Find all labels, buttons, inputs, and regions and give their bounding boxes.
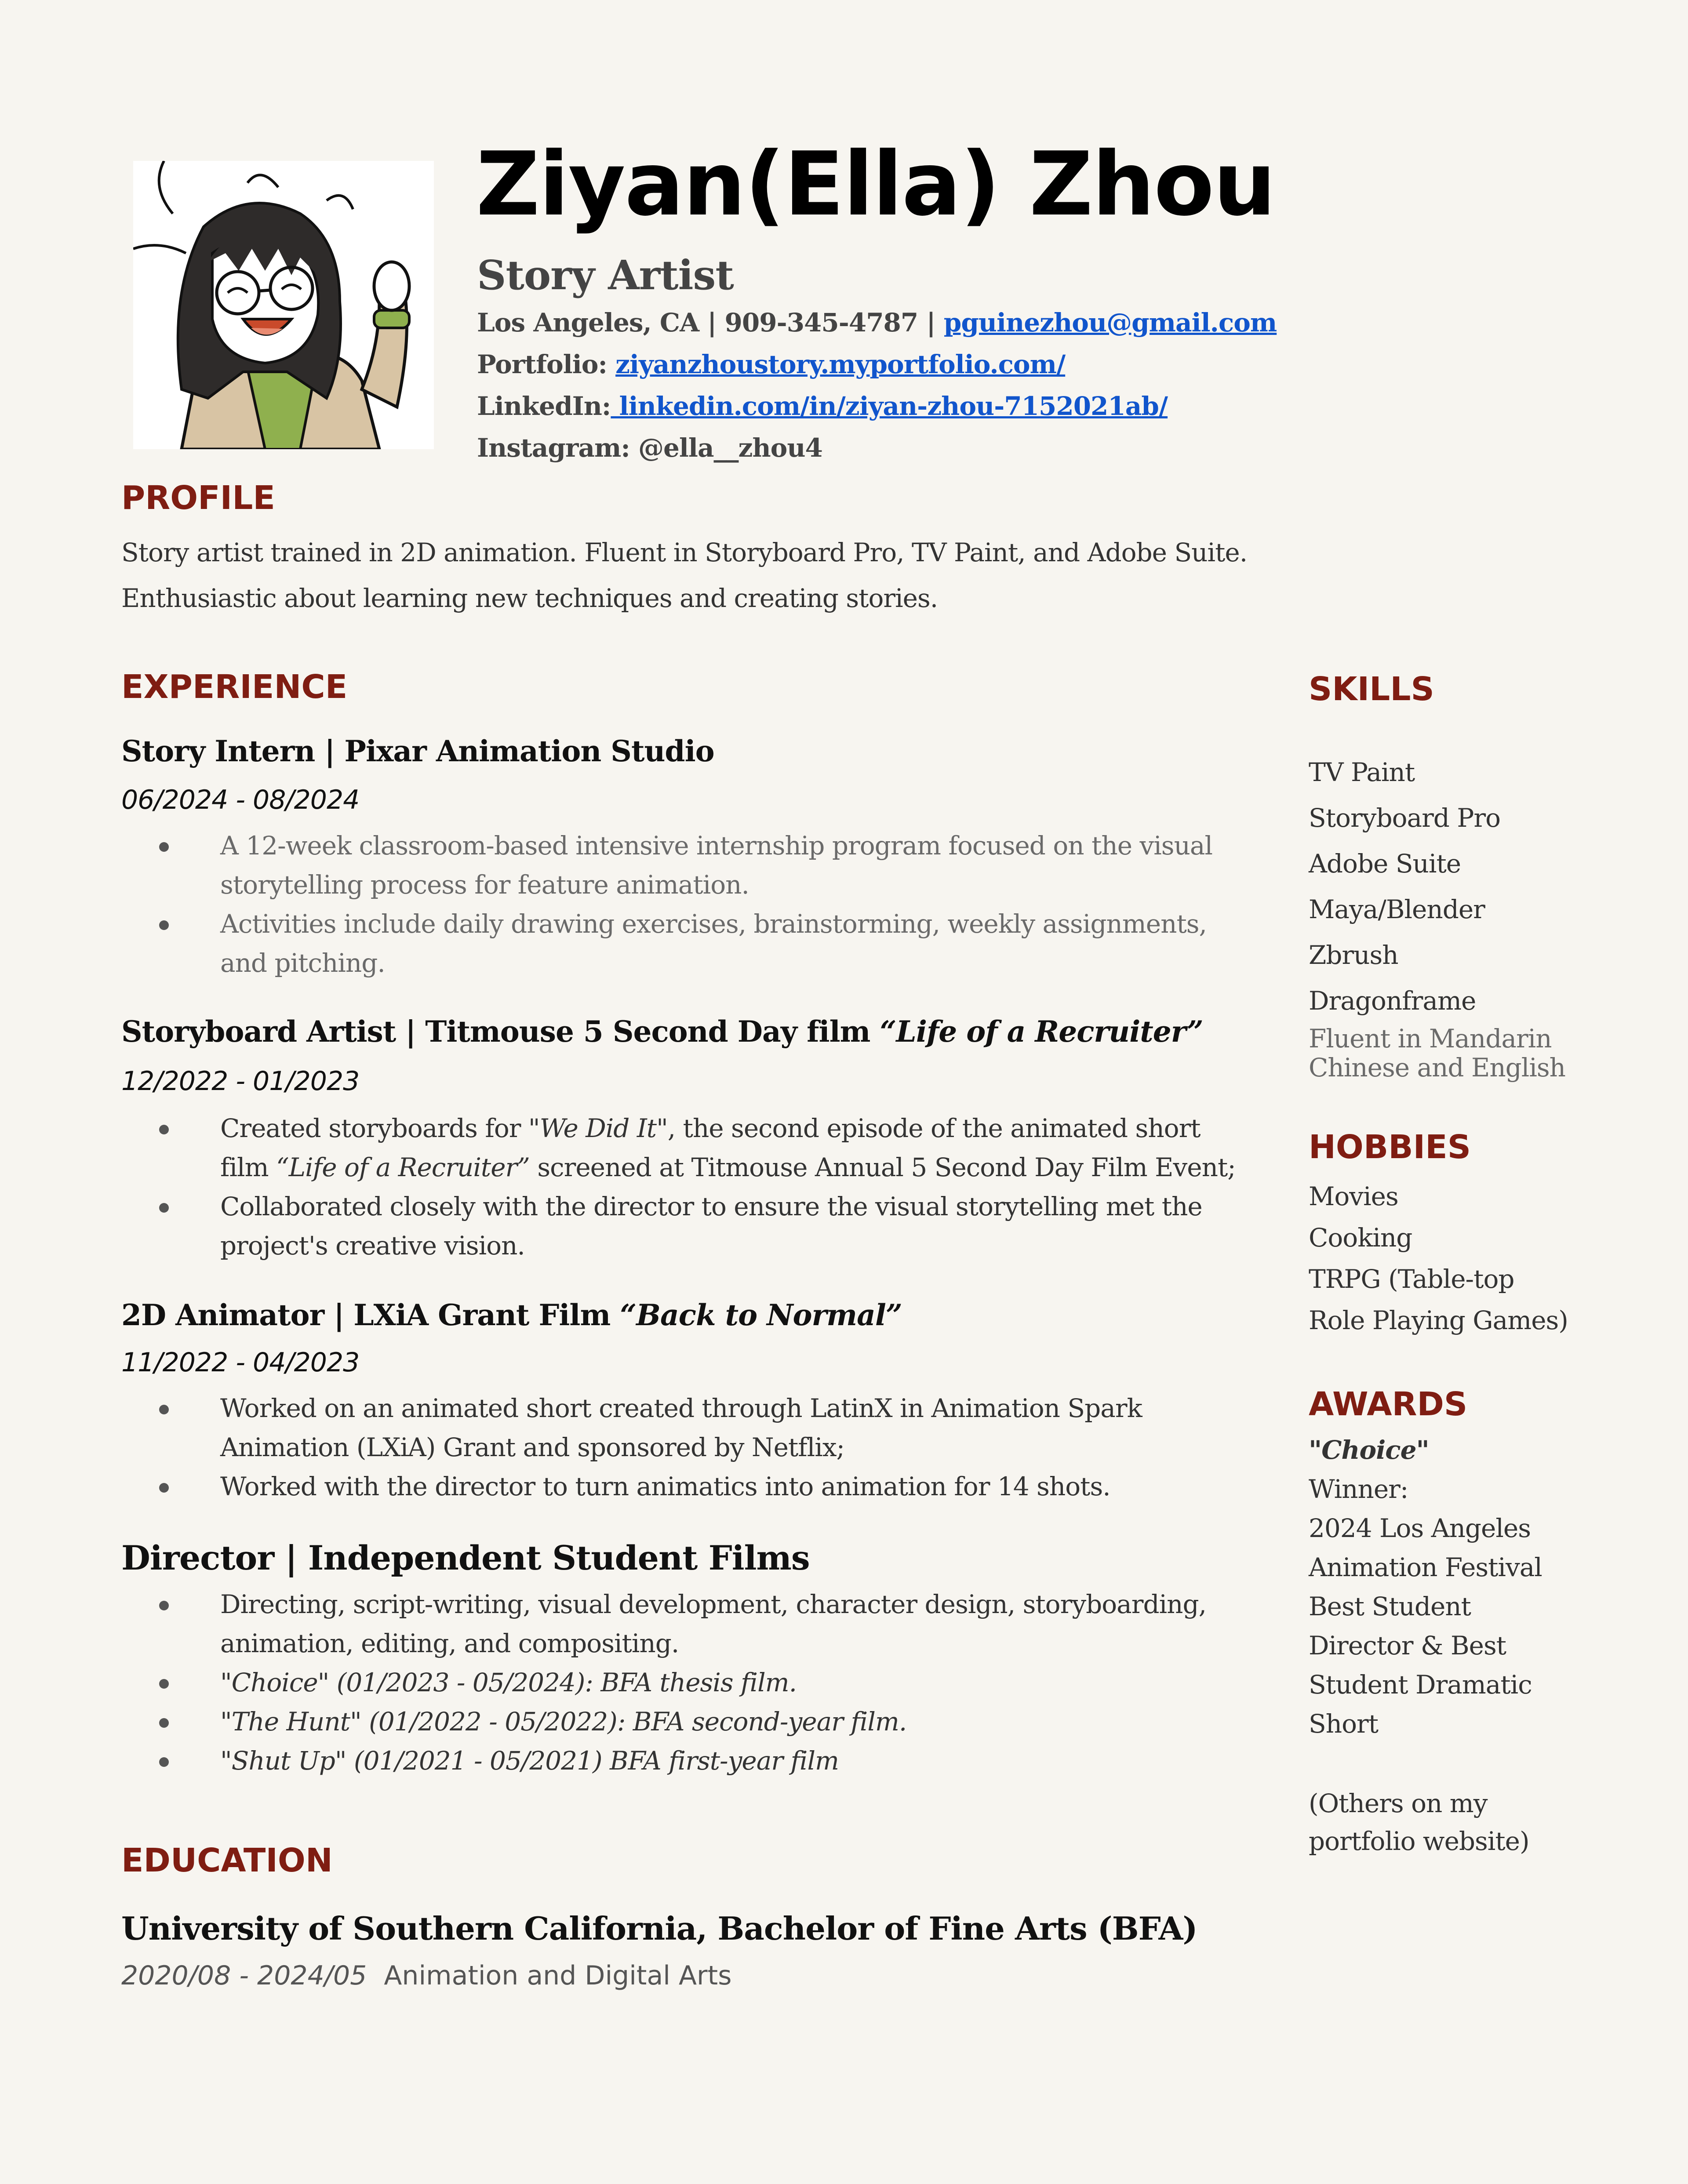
job-bullets [121, 1585, 1247, 1781]
profile-line-1: Story artist trained in 2D animation. Fluent in Storyboard Pro, TV Paint, and Adobe Suite. [121, 538, 1248, 567]
list-item: Directing, script-writing, visual development, character design, storyboarding, animation, editing, and compositing. [121, 1585, 1247, 1663]
contact-line [477, 308, 1277, 338]
list-item: Cooking [1309, 1223, 1412, 1253]
film-title: “Back to Normal” [620, 1298, 902, 1332]
list-item: "The Hunt" (01/2022 - 05/2022): BFA second-year film. [121, 1702, 1247, 1741]
location-phone: Los Angeles, CA | 909-345-4787 | [477, 308, 935, 338]
skills-list [1309, 749, 1500, 1024]
job-date: 11/2022 - 04/2023 [121, 1347, 360, 1378]
portfolio-link[interactable]: ziyanzhoustory.myportfolio.com/ [615, 349, 1066, 379]
job-title-text: Storyboard Artist | Titmouse 5 Second Day film [121, 1014, 880, 1049]
experience-heading: EXPERIENCE [121, 668, 348, 706]
job-role: Story Artist [477, 251, 734, 299]
list-item: "Choice" (01/2023 - 05/2024): BFA thesis film. [121, 1663, 1247, 1702]
list-item: Maya/Blender [1309, 894, 1485, 924]
hobbies-heading: HOBBIES [1309, 1128, 1471, 1166]
linkedin-line [477, 391, 1168, 421]
skills-heading: SKILLS [1309, 670, 1434, 708]
job-date: 06/2024 - 08/2024 [121, 785, 360, 815]
profile-line-2: Enthusiastic about learning new techniques and creating stories. [121, 583, 938, 613]
education-detail [121, 1960, 731, 1991]
language-skill: Fluent in Mandarin Chinese and English [1309, 1024, 1566, 1083]
job-title-text: 2D Animator | LXiA Grant Film [121, 1298, 620, 1332]
education-major: Animation and Digital Arts [384, 1960, 732, 1991]
job-title: Director | Independent Student Films [121, 1538, 810, 1577]
list-item: TV Paint [1309, 757, 1415, 787]
list-item: Collaborated closely with the director to ensure the visual storytelling met the project's creative vision. [121, 1187, 1247, 1265]
awards-list: "Choice" Winner: 2024 Los Angeles Animation Festival Best Student Director & Best Student Dramatic Short [1309, 1431, 1542, 1744]
list-item: "Shut Up" (01/2021 - 05/2021) BFA first-year film [121, 1741, 1247, 1781]
film-title: “Life of a Recruiter” [880, 1014, 1203, 1049]
hobbies-list [1309, 1176, 1568, 1341]
education-heading: EDUCATION [121, 1842, 333, 1879]
job-title [121, 1014, 1203, 1049]
linkedin-label: LinkedIn: [477, 391, 611, 421]
list-item: Worked with the director to turn animatics into animation for 14 shots. [121, 1467, 1247, 1506]
portfolio-line [477, 349, 1065, 379]
list-item: Created storyboards for "We Did It", the second episode of the animated short film “Life of a Recruiter” screened at Titmouse Annual 5 Second Day Film Event; [121, 1109, 1247, 1187]
awards-heading: AWARDS [1309, 1385, 1468, 1423]
list-item: Movies [1309, 1181, 1398, 1211]
list-item: Adobe Suite [1309, 849, 1461, 879]
list-item: Dragonframe [1309, 986, 1476, 1016]
award-title: "Choice" [1309, 1435, 1429, 1465]
job-bullets [121, 826, 1247, 983]
job-bullets [121, 1109, 1247, 1265]
awards-note: (Others on my portfolio website) [1309, 1788, 1529, 1856]
job-date: 12/2022 - 01/2023 [121, 1066, 360, 1097]
list-item: Role Playing Games) [1309, 1305, 1568, 1335]
education-date: 2020/08 - 2024/05 [121, 1960, 367, 1991]
school-name: University of Southern California, Bachelor of Fine Arts (BFA) [121, 1910, 1197, 1947]
email-link[interactable]: pguinezhou@gmail.com [943, 308, 1277, 338]
profile-text [121, 530, 1247, 621]
instagram-line: Instagram: @ella__zhou4 [477, 433, 822, 463]
portfolio-label: Portfolio: [477, 349, 607, 379]
list-item: Worked on an animated short created through LatinX in Animation Spark Animation (LXiA) Grant and sponsored by Netflix; [121, 1389, 1247, 1467]
list-item: Zbrush [1309, 940, 1398, 970]
job-title: Story Intern | Pixar Animation Studio [121, 734, 714, 768]
candidate-name: Ziyan(Ella) Zhou [476, 133, 1275, 236]
list-item: Activities include daily drawing exercises, brainstorming, weekly assignments, and pitching. [121, 905, 1247, 983]
avatar-illustration [133, 161, 434, 449]
job-bullets [121, 1389, 1247, 1506]
job-title [121, 1298, 902, 1332]
list-item: TRPG (Table-top [1309, 1264, 1514, 1294]
linkedin-link[interactable]: linkedin.com/in/ziyan-zhou-7152021ab/ [611, 391, 1168, 421]
profile-heading: PROFILE [121, 479, 275, 517]
list-item: A 12-week classroom-based intensive internship program focused on the visual storytelling process for feature animation. [121, 826, 1247, 905]
list-item: Storyboard Pro [1309, 803, 1501, 833]
